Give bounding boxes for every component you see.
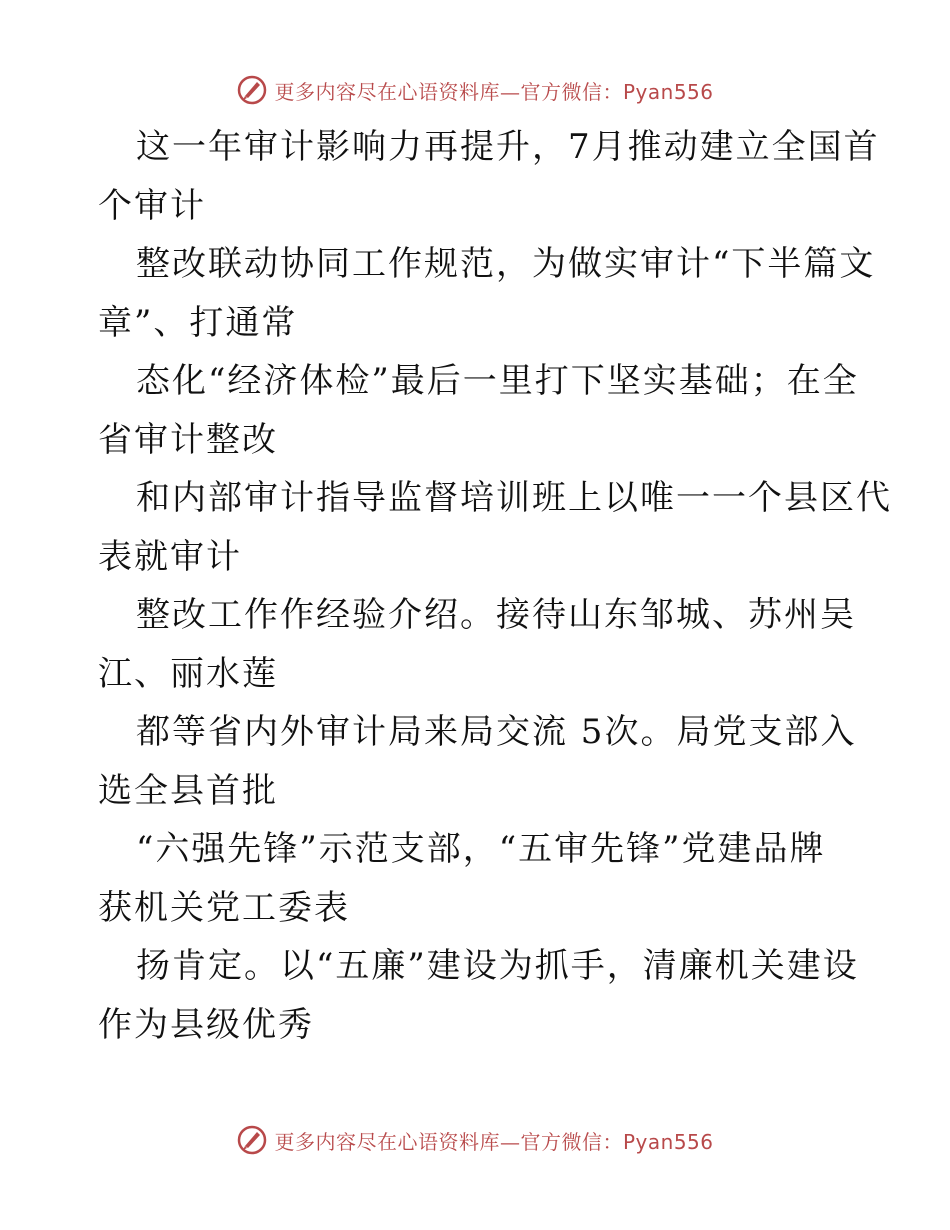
header-watermark [0, 70, 950, 110]
text-line: 态化“经济体检”最后一里打下坚实基础；在全 [136, 361, 859, 401]
text-line: 省审计整改 [98, 419, 278, 460]
watermark-text: 更多内容尽在心语资料库—官方微信：Pyan556 [274, 1129, 714, 1154]
text-line: 扬肯定。以“五廉”建设为抓手，清廉机关建设 [136, 946, 859, 986]
text-line: 江、丽水莲 [98, 653, 278, 694]
text-line: 整改工作作经验介绍。接待山东邹城、苏州吴 [136, 595, 856, 635]
text-line: 表就审计 [98, 536, 242, 577]
text-line: 作为县级优秀 [98, 1004, 314, 1045]
quill-logo-icon [236, 1124, 268, 1156]
text-line: 整改联动协同工作规范，为做实审计“下半篇文 [136, 244, 876, 284]
text-line: 这一年审计影响力再提升，7月推动建立全国首 [136, 127, 880, 167]
text-line: 章”、打通常 [98, 302, 298, 343]
text-line: 选全县首批 [98, 770, 278, 811]
document-body [98, 118, 892, 1054]
text-line: 和内部审计指导监督培训班上以唯一一个县区代 [136, 478, 892, 518]
text-line: “六强先锋”示范支部，“五审先锋”党建品牌 [136, 829, 826, 869]
text-line: 都等省内外审计局来局交流 5次。局党支部入 [136, 712, 857, 752]
quill-logo-icon [236, 74, 268, 106]
text-line: 个审计 [98, 185, 206, 226]
footer-watermark [0, 1120, 950, 1160]
watermark-text: 更多内容尽在心语资料库—官方微信：Pyan556 [274, 79, 714, 104]
text-line: 获机关党工委表 [98, 887, 350, 928]
